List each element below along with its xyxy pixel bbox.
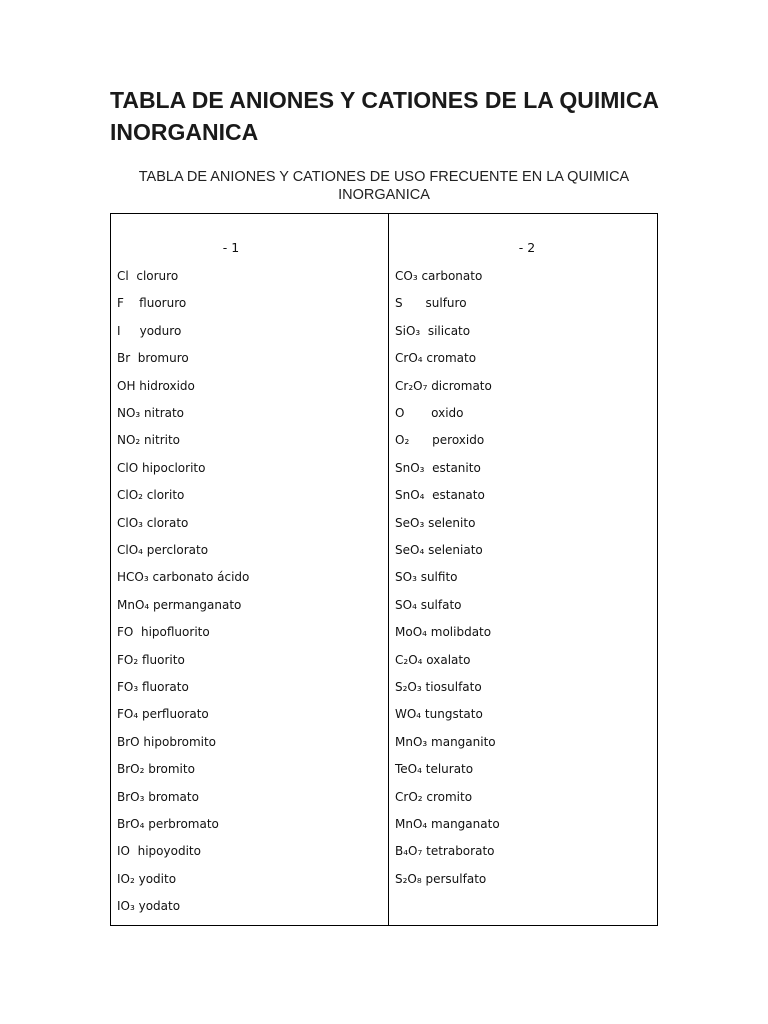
anion-entry: S₂O₃ tiosulfato — [395, 680, 482, 694]
anion-entry: SnO₃ estanito — [395, 460, 481, 475]
anion-entry: ClO₄ perclorato — [117, 543, 209, 557]
anion-entry: TeO₄ telurato — [395, 762, 474, 777]
anion-entry: IO₃ yodato — [117, 899, 181, 914]
anion-entry: BrO₃ bromato — [117, 789, 199, 804]
anion-entry: HCO₃ carbonato ácido — [117, 570, 250, 585]
ion-table — [110, 213, 658, 926]
anion-entry: F fluoruro — [117, 296, 187, 311]
column-charge-minus-2 — [389, 214, 657, 925]
anion-entry: BrO hipobromito — [117, 734, 217, 749]
column-charge-minus-1 — [111, 214, 389, 925]
anion-entry: FO₄ perfluorato — [117, 707, 209, 722]
anion-entry: MnO₄ manganato — [395, 817, 500, 831]
anion-entry: Cl cloruro — [117, 269, 179, 283]
page-title: TABLA DE ANIONES Y CATIONES DE LA QUIMICA INORGANICA — [110, 87, 659, 145]
anion-entry: S sulfuro — [395, 296, 467, 311]
anion-entry: WO₄ tungstato — [395, 707, 483, 722]
column-header-minus-1: - 1 — [222, 240, 240, 255]
anion-entry: ClO hipoclorito — [117, 460, 206, 475]
anion-entry: ClO₃ clorato — [117, 515, 189, 530]
anion-entry: SO₃ sulfito — [395, 570, 458, 585]
anion-entry: SO₄ sulfato — [395, 597, 462, 612]
anion-entry: ClO₂ clorito — [117, 488, 185, 503]
anion-entry: BrO₂ bromito — [117, 762, 195, 777]
anion-entry: BrO₄ perbromato — [117, 817, 219, 831]
anion-entry: B₄O₇ tetraborato — [395, 844, 495, 859]
anion-entry: Cr₂O₇ dicromato — [395, 378, 492, 393]
anion-entry: SeO₃ selenito — [395, 515, 476, 530]
anion-entry: O oxido — [395, 406, 464, 420]
anion-entry: C₂O₄ oxalato — [395, 652, 471, 667]
anion-entry: MnO₄ permanganato — [117, 597, 242, 612]
anion-entry: SiO₃ silicato — [395, 323, 471, 338]
anion-entry: O₂ peroxido — [395, 433, 485, 448]
anion-entry: MoO₄ molibdato — [395, 625, 492, 640]
anion-entry: IO hipoyodito — [117, 844, 201, 859]
anion-entry: FO hipofluorito — [117, 625, 210, 640]
anion-entry: FO₂ fluorito — [117, 652, 185, 667]
anion-entry: CrO₄ cromato — [395, 351, 477, 366]
column-header-minus-2: - 2 — [518, 240, 536, 255]
anion-entry: OH hidroxido — [117, 378, 195, 393]
anion-entry: I yoduro — [117, 323, 182, 338]
anion-entry: CO₃ carbonato — [395, 269, 483, 283]
anion-entry: NO₂ nitrito — [117, 433, 181, 448]
anion-entry: S₂O₈ persulfato — [395, 871, 487, 886]
anion-entry: MnO₃ manganito — [395, 734, 496, 749]
anion-entry: IO₂ yodito — [117, 871, 177, 886]
anion-entry: CrO₂ cromito — [395, 789, 473, 804]
anion-entry: NO₃ nitrato — [117, 406, 185, 420]
table-subtitle: TABLA DE ANIONES Y CATIONES DE USO FRECUENTE EN LA QUIMICA INORGANICA — [138, 169, 630, 203]
anion-entry: SnO₄ estanato — [395, 488, 485, 503]
anion-entry: FO₃ fluorato — [117, 680, 189, 694]
anion-entry: SeO₄ seleniato — [395, 543, 483, 557]
anion-entry: Br bromuro — [117, 351, 189, 366]
